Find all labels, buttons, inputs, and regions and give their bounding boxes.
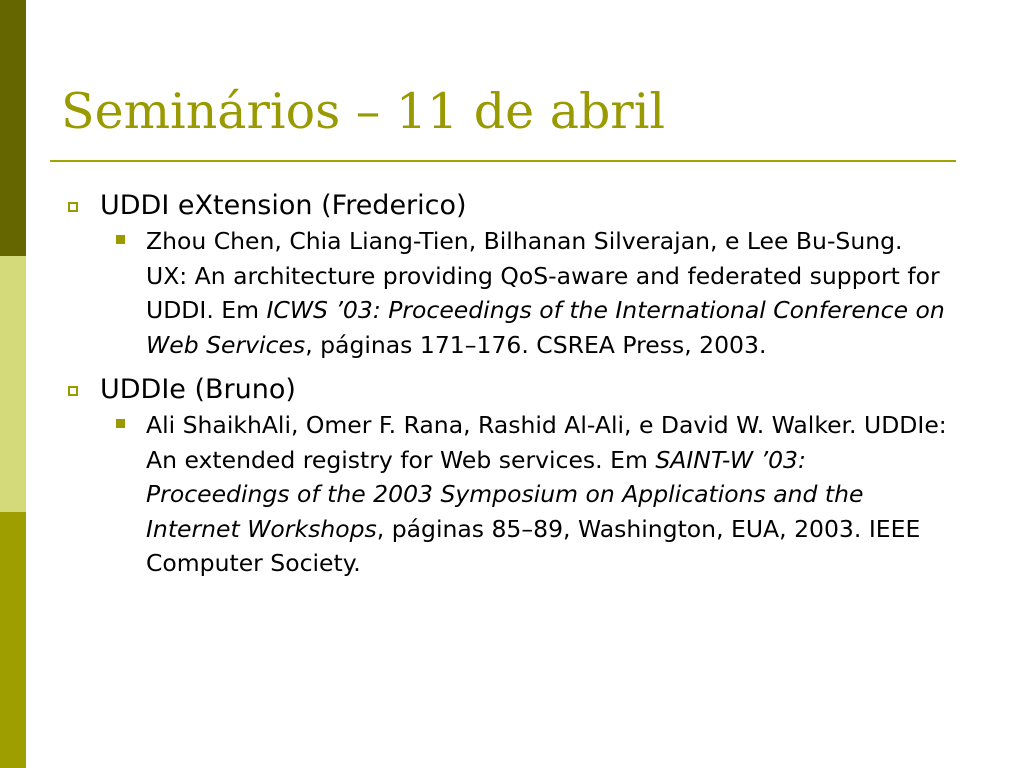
bullet-heading: UDDIe (Bruno) [100, 374, 296, 405]
filled-square-bullet-icon [116, 419, 125, 428]
reference-venue: SAINT-W ’03: Proceedings of the 2003 Symposium on Applications and the Internet Workshops [146, 445, 864, 543]
reference-details: , páginas 85–89, Washington, EUA, 2003. IEEE Computer Society. [146, 514, 921, 577]
reference-item-uddi-extension [146, 224, 958, 362]
bullet-item-uddie [62, 372, 962, 408]
bullet-heading: UDDI eXtension (Frederico) [100, 190, 467, 221]
side-bar-segment-middle [0, 256, 26, 512]
side-bar-segment-bottom [0, 512, 26, 768]
hollow-square-bullet-icon [68, 202, 78, 212]
side-bar [0, 0, 26, 768]
slide-title: Seminários – 11 de abril [61, 83, 666, 140]
reference-venue: ICWS ’03: Proceedings of the International Conference on Web Services [146, 296, 945, 359]
slide-content [62, 188, 962, 581]
reference-item-uddie [146, 408, 958, 581]
hollow-square-bullet-icon [68, 386, 78, 396]
side-bar-segment-top [0, 0, 26, 256]
reference-details: , páginas 171–176. CSREA Press, 2003. [305, 330, 767, 359]
reference-authors-title: Ali ShaikhAli, Omer F. Rana, Rashid Al-Ali, e David W. Walker. UDDIe: An extended registry for Web services. Em [146, 411, 947, 474]
filled-square-bullet-icon [116, 235, 125, 244]
bullet-item-uddi-extension [62, 188, 962, 224]
title-divider [50, 160, 956, 162]
reference-authors-title: Zhou Chen, Chia Liang-Tien, Bilhanan Silverajan, e Lee Bu-Sung. UX: An architecture providing QoS-aware and federated support for UDDI. Em [146, 227, 940, 324]
